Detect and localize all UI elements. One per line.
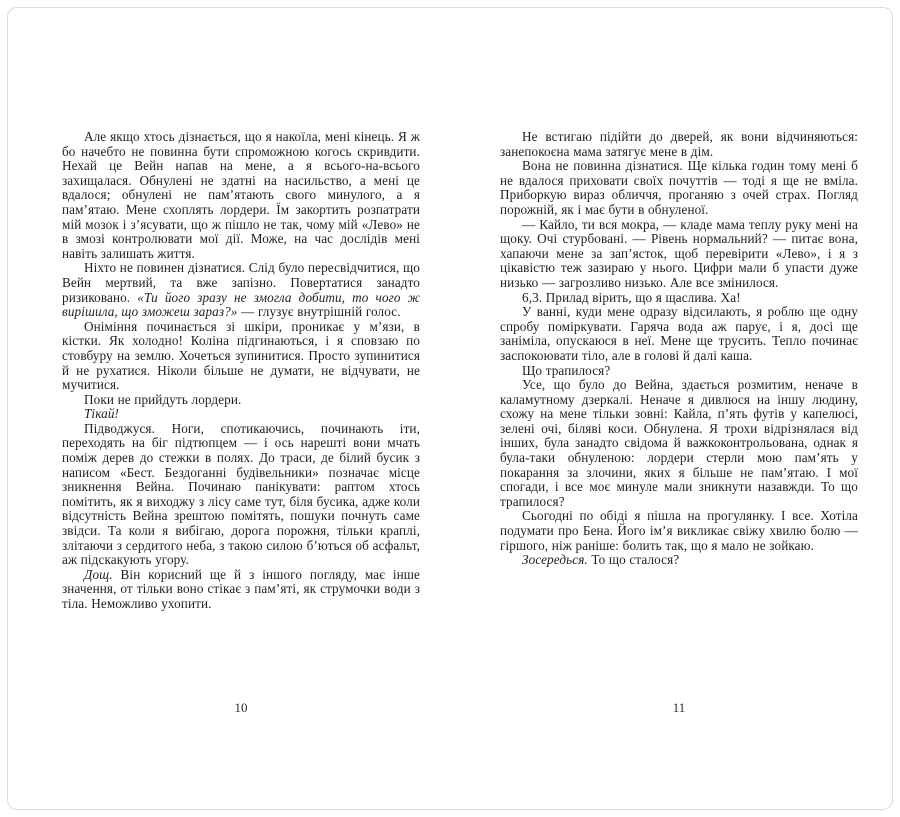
paragraph-text: Що трапилося? (522, 362, 611, 378)
paragraph (500, 130, 858, 159)
paragraph-text: Оніміння починається зі шкіри, проникає у м’язи, в кістки. Як холодно! Коліна підгинаються, і я сповзаю по стовбуру на землю. Хочеться зупинитися. Просто зупинитися й не рухатися. Ніколи більше не думати, не відчувати, не мучитися. (62, 318, 420, 393)
paragraph-emphasis: Тікай! (84, 406, 120, 422)
paragraph (500, 291, 858, 306)
paragraph-text: Не встигаю підійти до дверей, як вони відчиняються: занепокоєна мама затягує мене в дім. (500, 129, 858, 159)
paragraph-text: — Кайло, ти вся мокра, — кладе мама теплу руку мені на щоку. Очі стурбовані. — Рівень нормальний? — питає вона, хапаючи мене за зап’ясток, щоб перевірити «Лево», і я з цікавістю теж зазираю у нього. Цифри мали б упасти дуже низько — загрозливо низько. Але все змінилося. (500, 216, 858, 290)
page-left (62, 130, 420, 612)
paragraph-text: То що сталося? (587, 552, 680, 568)
paragraph-text: У ванні, куди мене одразу відсилають, я роблю ще одну спробу поміркувати. Гаряча вода аж парує, і я, досі ще заніміла, опускаюся в неї. Мене ще трусить. Тепло починає заспокоювати тіло, але в голові й далі каша. (500, 304, 858, 363)
page-number-right: 11 (672, 700, 686, 715)
paragraph-text: Поки не прийдуть лордери. (84, 391, 242, 407)
paragraph-text: Ніхто не повинен дізнатися. Слід було пересвідчитися, що Вейн мертвий, та вже запізно. Повертатися занадто ризиковано. (62, 260, 420, 305)
paragraph-text: Він корисний ще й з іншого погляду, має інше значення, от тільки воно стікає з пам’яті, як струмочки води з тіла. Неможливо ухопити. (62, 566, 420, 611)
paragraph (500, 509, 858, 553)
paragraph-text: — глузує внутрішній голос. (237, 304, 401, 320)
paragraph (62, 407, 420, 422)
paragraph (62, 261, 420, 319)
paragraph (62, 422, 420, 568)
paragraph (500, 305, 858, 363)
paragraph-text: Усе, що було до Вейна, здається розмитим, неначе в каламутному дзеркалі. Неначе я дивлюся на іншу людину, схожу на мене тільки зовні: Кайла, п’ять футів у капелюсі, зелені очі, біляві коси. Обнулена. Я трохи відрізнялася від інших, була занадто свідома й важкоконтрольована, однак я була-таки обнуленою: лордери стерли мою пам’ять у покарання за злочини, яких я більше не пам’ятаю. І мої спогади, і все моє минуле мали зникнути назавжди. То що трапилося? (500, 377, 858, 509)
page-right (500, 130, 858, 568)
paragraph-text: Але якщо хтось дізнається, що я накоїла, мені кінець. Я ж бо начебто не повинна бути спроможною когось скривдити. Нехай це Вейн напав на мене, а я всього-на-всього захищалася. Обнулені не здатні на насильство, а мені це вдалося; обнулені не пам’ятають свого минулого, а я пам’ятаю. Мене схоплять лордери. Їм закортить розпатрати мій мозок і з’ясувати, що ж пішло не так, чому мій «Лево» не в змозі контролювати мої дії. Може, на час дослідів мені навіть залишать життя. (62, 129, 420, 261)
paragraph (62, 130, 420, 261)
paragraph (500, 378, 858, 509)
paragraph-text: Підводжуся. Ноги, спотикаючись, починають іти, переходять на біг підтюпцем — і ось нарешті вони мчать поміж дерев до стежки в полях. До траси, де білий бусик з написом «Бест. Бездоганні будівельники» позначає місце зникнення Вейна. Починаю панікувати: раптом хтось помітить, як я виходжу з лісу саме тут, біля бусика, адже коли відсутність Вейна зрештою помітять, пошуки почнуть саме звідси. Та коли я вибігаю, дорога порожня, тільки краплі, злітаючи з сердитого неба, з такою силою б’ються об асфальт, аж підскакують угору. (62, 420, 420, 568)
paragraph-text: Вона не повинна дізнатися. Ще кілька годин тому мені б не вдалося приховати своїх почуттів — тоді я ще не вміла. Приборкую вираз обличчя, проганяю з очей страх. Погляд порожній, як і має бути в обнуленої. (500, 158, 858, 217)
paragraph (500, 553, 858, 568)
paragraph (500, 218, 858, 291)
page-number-left: 10 (234, 700, 248, 715)
paragraph-emphasis: Дощ. (84, 566, 113, 582)
paragraph (62, 320, 420, 393)
paragraph-emphasis: Зосередься. (522, 552, 588, 568)
paragraph (62, 393, 420, 408)
paragraph-text: Сьогодні по обіді я пішла на прогулянку. І все. Хотіла подумати про Бена. Його ім’я викликає свіжу хвилю болю — гіршого, ніж раніше: болить так, що я мало не зойкаю. (500, 508, 858, 553)
paragraph (500, 364, 858, 379)
paragraph-emphasis: «Ти його зразу не змогла добити, то чого ж вирішила, що зможеш зараз?» (62, 289, 421, 320)
paragraph (500, 159, 858, 217)
paragraph (62, 568, 420, 612)
paragraph-text: 6,3. Прилад вірить, що я щаслива. Ха! (522, 289, 741, 305)
